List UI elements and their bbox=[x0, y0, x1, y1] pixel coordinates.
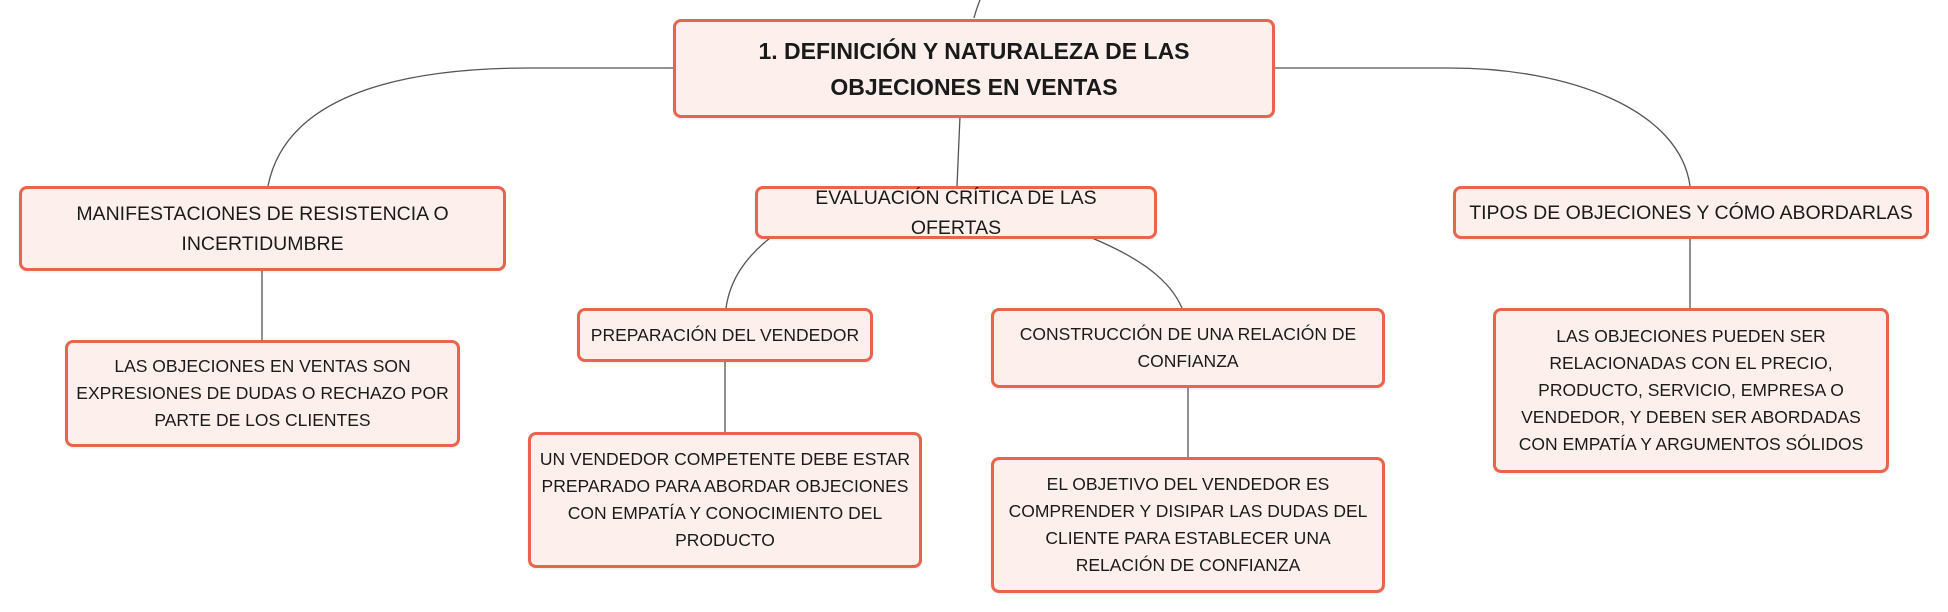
detail-label-construccion: EL OBJETIVO DEL VENDEDOR ES COMPRENDER Y DISIPAR LAS DUDAS DEL CLIENTE PARA ESTABLECER UNA RELACIÓN DE CONFIANZA bbox=[1008, 474, 1368, 575]
connector-evaluacion-to-preparacion bbox=[726, 238, 770, 308]
topic-node-construccion[interactable] bbox=[991, 308, 1385, 388]
topic-node-tipos[interactable] bbox=[1453, 186, 1929, 239]
root-topic-label: 1. DEFINICIÓN Y NATURALEZA DE LAS OBJECIONES EN VENTAS bbox=[758, 37, 1190, 100]
topic-label-evaluacion: EVALUACIÓN CRÍTICA DE LAS OFERTAS bbox=[815, 186, 1097, 239]
detail-node-construccion[interactable] bbox=[991, 457, 1385, 593]
detail-label-manifestaciones: LAS OBJECIONES EN VENTAS SON EXPRESIONES DE DUDAS O RECHAZO POR PARTE DE LOS CLIENTES bbox=[76, 356, 449, 430]
topic-node-evaluacion[interactable] bbox=[755, 186, 1157, 239]
topic-label-preparacion: PREPARACIÓN DEL VENDEDOR bbox=[590, 324, 860, 345]
connector-root-to-evaluacion bbox=[957, 116, 960, 186]
topic-label-manifestaciones: MANIFESTACIONES DE RESISTENCIA O INCERTIDUMBRE bbox=[76, 202, 449, 255]
detail-label-preparacion: UN VENDEDOR COMPETENTE DEBE ESTAR PREPARADO PARA ABORDAR OBJECIONES CON EMPATÍA Y CONOCIMIENTO DEL PRODUCTO bbox=[539, 449, 911, 550]
connector-evaluacion-to-construccion bbox=[1092, 238, 1182, 308]
topic-node-manifestaciones[interactable] bbox=[19, 186, 506, 271]
connector-root-to-manifestaciones bbox=[268, 68, 673, 186]
detail-label-tipos: LAS OBJECIONES PUEDEN SER RELACIONADAS CON EL PRECIO, PRODUCTO, SERVICIO, EMPRESA O VENDEDOR, Y DEBEN SER ABORDADAS CON EMPATÍA Y ARGUMENTOS SÓLIDOS bbox=[1518, 326, 1864, 454]
detail-node-preparacion[interactable] bbox=[528, 432, 922, 568]
detail-node-manifestaciones[interactable] bbox=[65, 340, 460, 447]
connector-root-to-tipos bbox=[1275, 68, 1690, 186]
connector-parent-to-root bbox=[974, 0, 980, 18]
topic-label-tipos: TIPOS DE OBJECIONES Y CÓMO ABORDARLAS bbox=[1469, 201, 1913, 224]
topic-label-construccion: CONSTRUCCIÓN DE UNA RELACIÓN DE CONFIANZA bbox=[1019, 324, 1357, 371]
root-topic-node[interactable] bbox=[673, 19, 1275, 118]
topic-node-preparacion[interactable] bbox=[577, 308, 873, 362]
detail-node-tipos[interactable] bbox=[1493, 308, 1889, 473]
